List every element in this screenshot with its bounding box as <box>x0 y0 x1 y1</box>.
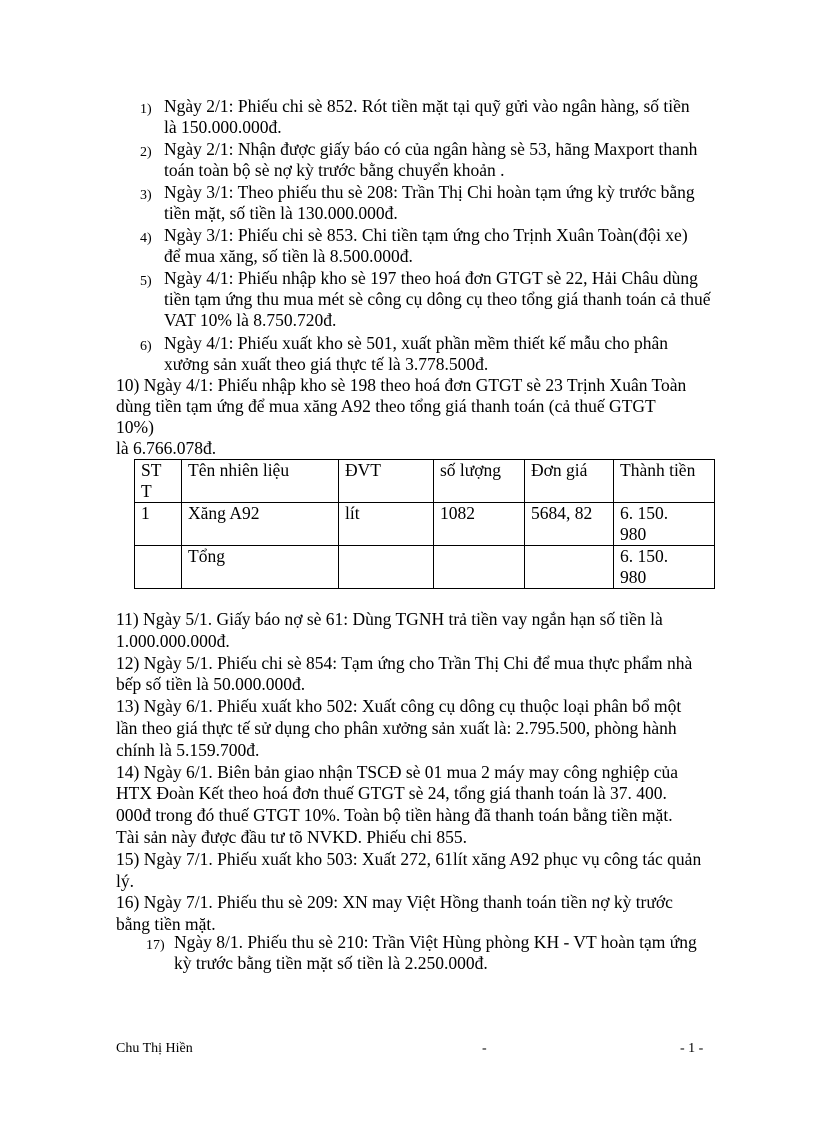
item-number: 4) <box>140 231 152 246</box>
item-text: Ngày 2/1: Phiếu chi sè 852. Rót tiền mặt tại quỹ gửi vào ngân hàng, số tiền là 150.000.000đ. <box>164 96 690 137</box>
table-cell: lít <box>339 503 434 546</box>
list-item-6 <box>140 333 790 375</box>
table-header-row <box>135 460 715 503</box>
table-cell: 6. 150. 980 <box>614 503 715 546</box>
item-text: Ngày 3/1: Phiếu chi sè 853. Chi tiền tạm ứng cho Trịnh Xuân Toàn(đội xe) để mua xăng, số tiền là 8.500.000đ. <box>164 225 688 266</box>
table-cell: 1 <box>135 503 182 546</box>
header-fuel-name: Tên nhiên liệu <box>182 460 339 503</box>
footer-page-number: - 1 - <box>680 1041 704 1056</box>
table-cell <box>525 546 614 589</box>
table-cell: Tổng <box>182 546 339 589</box>
item-text: Ngày 8/1. Phiếu thu sè 210: Trần Việt Hùng phòng KH - VT hoàn tạm ứng kỳ trước bằng tiền mặt số tiền là 2.250.000đ. <box>174 932 697 973</box>
list-items-11-16: 11) Ngày 5/1. Giấy báo nợ sè 61: Dùng TGNH trả tiền vay ngắn hạn số tiền là 1.000.000.000đ. 12) Ngày 5/1. Phiếu chi sè 854: Tạm ứng cho Trần Thị Chi để mua thực phẩm nhà bếp số tiền là 50.000.000đ. 13) Ngày 6/1. Phiếu xuất kho 502: Xuất công cụ dông cụ thuộc loại phân bổ một lần theo giá thực tế sử dụng cho phân xưởng sản xuất là: 2.795.500, phòng hành chính là 5.159.700đ. 14) Ngày 6/1. Biên bản giao nhận TSCĐ sè 01 mua 2 máy may công nghiệp của HTX Đoàn Kết theo hoá đơn thuế GTGT sè 24, tổng giá thanh toán là 37. 400. 000đ trong đó thuế GTGT 10%. Toàn bộ tiền hàng đã thanh toán bằng tiền mặt. Tài sản này được đầu tư tõ NVKD. Phiếu chi 855. 15) Ngày 7/1. Phiếu xuất kho 503: Xuất 272, 61lít xăng A92 phục vụ công tác quản lý. 16) Ngày 7/1. Phiếu thu sè 209: XN may Việt Hồng thanh toán tiền nợ kỳ trước bằng tiền mặt. <box>116 609 702 935</box>
list-item-17 <box>146 932 796 974</box>
table-cell: 6. 150. 980 <box>614 546 715 589</box>
item-number: 5) <box>140 274 152 289</box>
item-number: 17) <box>146 938 165 953</box>
table-row <box>135 503 715 546</box>
item-number: 2) <box>140 145 152 160</box>
footer-center: - <box>482 1041 487 1056</box>
item-text: Ngày 3/1: Theo phiếu thu sè 208: Trần Thị Chi hoàn tạm ứng kỳ trước bằng tiền mặt, số tiền là 130.000.000đ. <box>164 182 695 223</box>
item-number: 1) <box>140 102 152 117</box>
header-unit: ĐVT <box>339 460 434 503</box>
item-number: 3) <box>140 188 152 203</box>
table-cell: 5684, 82 <box>525 503 614 546</box>
table-cell <box>135 546 182 589</box>
table-cell <box>339 546 434 589</box>
item-number: 6) <box>140 339 152 354</box>
table-cell: Xăng A92 <box>182 503 339 546</box>
fuel-table <box>134 459 715 589</box>
list-item-1 <box>140 96 790 138</box>
header-unit-price: Đơn giá <box>525 460 614 503</box>
table-cell: 1082 <box>434 503 525 546</box>
list-item-10: 10) Ngày 4/1: Phiếu nhập kho sè 198 theo hoá đơn GTGT sè 23 Trịnh Xuân Toàn dùng tiền tạm ứng để mua xăng A92 theo tổng giá thanh toán (cả thuế GTGT 10%) là 6.766.078đ. <box>116 375 687 458</box>
item-text: Ngày 4/1: Phiếu xuất kho sè 501, xuất phần mềm thiết kế mẫu cho phân xưởng sản xuất theo giá thực tế là 3.778.500đ. <box>164 333 668 374</box>
item-text: Ngày 2/1: Nhận được giấy báo có của ngân hàng sè 53, hãng Maxport thanh toán toàn bộ sè nợ kỳ trước bằng chuyển khoản . <box>164 139 698 180</box>
item-text: Ngày 4/1: Phiếu nhập kho sè 197 theo hoá đơn GTGT sè 22, Hải Châu dùng tiền tạm ứng thu mua mét sè công cụ dông cụ theo tổng giá thanh toán cả thuế VAT 10% là 8.750.720đ. <box>164 268 711 330</box>
list-item-5 <box>140 268 790 331</box>
list-item-3 <box>140 182 790 224</box>
header-stt: ST T <box>135 460 182 503</box>
footer-author: Chu Thị Hiền <box>116 1041 193 1056</box>
header-quantity: số lượng <box>434 460 525 503</box>
list-item-2 <box>140 139 790 181</box>
list-item-4 <box>140 225 790 267</box>
table-cell <box>434 546 525 589</box>
table-total-row <box>135 546 715 589</box>
header-amount: Thành tiền <box>614 460 715 503</box>
